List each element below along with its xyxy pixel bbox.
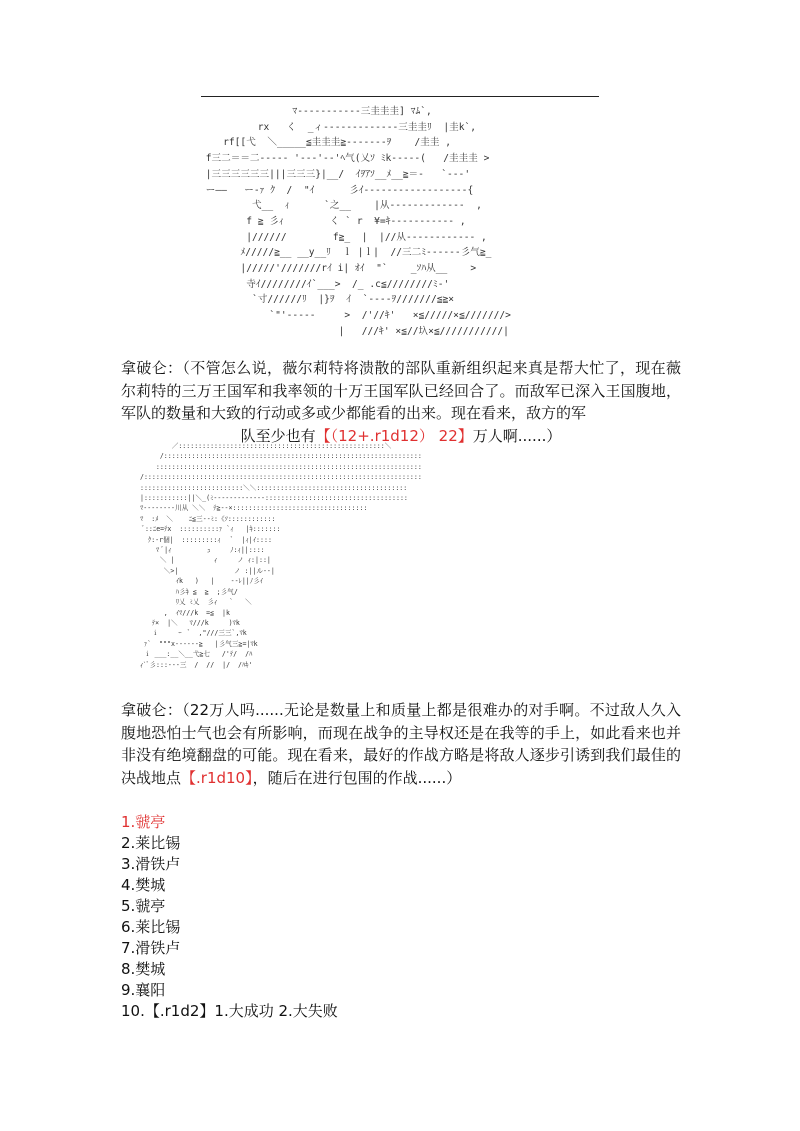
ascii-art-bottom: ／::::::::::::::::::::::::::::::::::::::::::::::::::::＼ /::::::::::::::::::::::::::::::::::::::::::::::::::::::::::::::::: ::::::::::::::::::::::::::::::::::::::::::::::::::::::::::::::::::: /:::::::::::::::::::::::::::::::::::::::::::::::::::::::::::::::::::::: ::::::::::::::::::::::::::＼＼:::::::::::::::::::::::::::::::::::::: |:::::::::::||＼_(ﾐ-------------:::::::::::::::::::::::::::::::::::: ﾏ--------川从 ＼＼ ﾃ≧--×:::::::::::::::::::::::::::::::::: ﾏ :ﾒ ＼ ﾆ≦三--ﾐ:《ｿ:::::::::::: ﾞ::ﾆe=ﾃx ::::::::::ｧ `ｨ |ｷ::::::: ｸ:-r個| :::::::::ｨ ﾞ |ｨ|ｲ:::: ﾏ ﾞ|ｨ ｭ ﾉ:ｨ||:::: ＼ | ｨ ノ ｨ:|::| ＼>| ノ :||ル--| ｲk ) | --ﾚ||ﾉ彡ｲ ﾊ彡ｷ ≦ ≧ ;彡气/ ﾘ乂 ﾐ乂 彡ｨ ` ＼ , ｲﾏ///k =≦ |k ﾃ× |＼ ﾏ///k )ﾏk ｉ ｰ ﾞ ,"///三三`,ﾏk ｧ` """x------≧ |彡气三≧=|ﾏk ｉ ___:__＼__弋≧七 /'ﾃ/ /ﾊ ｨ`ﾞ彡:::---三 / // |/ /ﾊｷ' bbox=[139, 442, 422, 669]
option-item: 8.樊城 bbox=[121, 960, 166, 978]
ascii-art-top: ﾏ-----------三圭圭圭] ﾏﾑ`, rx く _ィ-------------三圭圭ﾘ |圭k`, rf[[弋 ＼_____≦圭圭圭≧-------ｦ /圭圭 , f三二＝＝二----- '---'--'ﾍ气(乂ｿ ﾐk-----( /圭圭圭 > |三三三三三三|||三三三}|__/ ｲｦｱｿ__ﾒ__≧＝- `---' ー―― ー-ｧ ｸ / "ｲ 彡ｲ------------------{ 弋__ ｨ `之__ |从------------- , f ≧ 彡ｨ く ` r ¥=ｷ----------- , |////// f≧_ | |//从------------ , ﾒ/////≧__ __y__ﾘ ｌ |ｌ| //三二ﾐ------彡气≧_ |/////'///////rｲ i| ｵｲ "` _ｿﾊ从__ > 寺ｲ////////ｲ`___> /_ .c≦////////ﾐ-' `寸//////ﾘ |}ｦ ｲ `----ｦ///////≦≧× `"'----- > /'//ｷ' ×≦/////×≦///////> | ///ｷ' ×≦//圦×≦///////////| bbox=[205, 106, 511, 337]
option-item: 4.樊城 bbox=[121, 876, 166, 894]
paragraph-2-text: 拿破仑：（22万人吗......无论是数量上和质量上都是很难办的对手啊。不过敌人久入腹地恐怕士气也会有所影响，而现在战争的主导权还是在我等的手上，如此看来也并非没有绝境翻盘的可能。现在看来，最好的作战方略是将敌人逐步引诱到我们最佳的决战地点 bbox=[121, 701, 681, 787]
option-item: 6.莱比锡 bbox=[121, 918, 181, 936]
paragraph-1-text-2: 队至少也有 bbox=[240, 426, 316, 445]
option-item: 9.襄阳 bbox=[121, 981, 166, 999]
dice-roll-location: 【.r1d10】 bbox=[181, 768, 253, 787]
dice-roll-troops: 【（12+.r1d12） 22】 bbox=[315, 426, 473, 445]
top-divider bbox=[201, 96, 599, 97]
option-item: 2.莱比锡 bbox=[121, 834, 181, 852]
option-item: 1.虢亭 bbox=[121, 813, 166, 831]
paragraph-2 bbox=[121, 699, 681, 789]
paragraph-1-text: 拿破仑：（不管怎么说，薇尔莉特将溃散的部队重新组织起来真是帮大忙了，现在薇尔莉特的三万王国军和我率领的十万王国军队已经回合了。而敌军已深入王国腹地，军队的数量和大致的行动或多或少都能看的出来。现在看来，敌方的军 bbox=[121, 359, 681, 422]
option-item: 7.滑铁卢 bbox=[121, 939, 181, 957]
option-item: 3.滑铁卢 bbox=[121, 855, 181, 873]
option-item: 5.虢亭 bbox=[121, 897, 166, 915]
option-item: 10.【.r1d2】1.大成功 2.大失败 bbox=[121, 1002, 338, 1020]
option-list bbox=[121, 812, 338, 1022]
paragraph-1 bbox=[121, 357, 681, 447]
paragraph-1-text-3: 万人啊......） bbox=[472, 426, 562, 445]
paragraph-2-text-2: ，随后在进行包围的作战......） bbox=[252, 768, 462, 787]
